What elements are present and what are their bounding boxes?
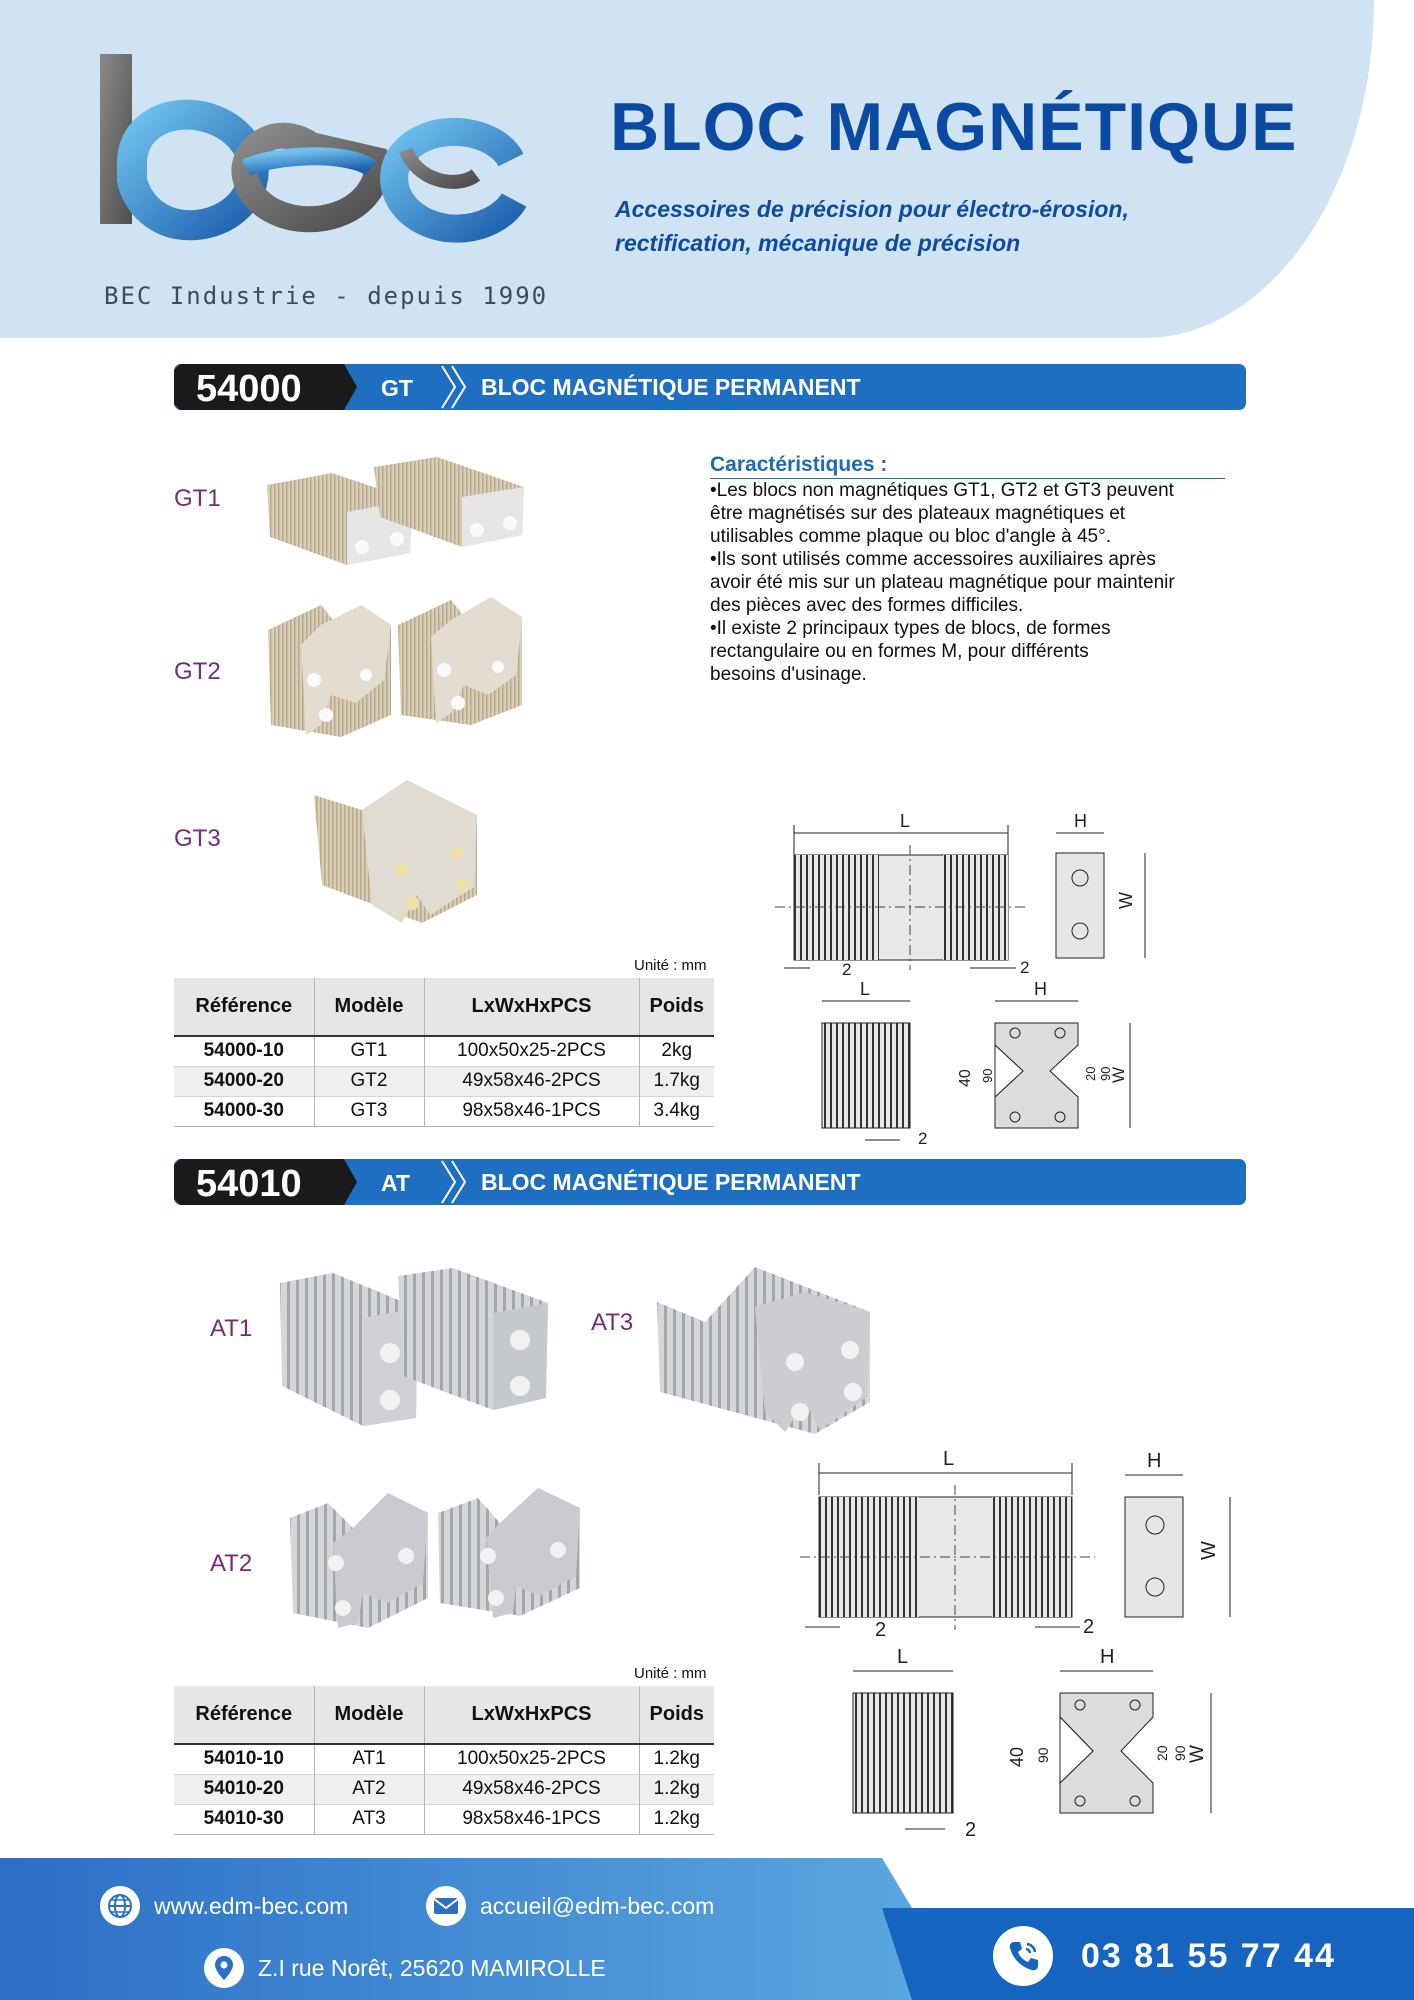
page-title: BLOC MAGNÉTIQUE	[610, 89, 1298, 165]
col-header-model: Modèle	[314, 978, 424, 1036]
dim-label-90: 90	[980, 1068, 995, 1083]
dim-label-l: L	[897, 1646, 909, 1668]
table-row	[174, 1096, 714, 1126]
product-label-gt2: GT2	[174, 658, 221, 685]
cell-model: GT2	[314, 1066, 424, 1096]
table-row	[174, 1744, 714, 1774]
spec-table-54000	[174, 978, 714, 1127]
email-text: accueil@edm-bec.com	[480, 1892, 715, 1919]
table-row	[174, 1066, 714, 1096]
dim-label-90: 90	[1035, 1747, 1051, 1763]
col-header-model: Modèle	[314, 1686, 424, 1744]
dim-label-l: L	[860, 979, 871, 999]
spec-table-54010	[174, 1686, 714, 1835]
characteristics-line: •Les blocs non magnétiques GT1, GT2 et GT3 peuvent	[710, 480, 1174, 501]
characteristics-line: des pièces avec des formes difficiles.	[710, 595, 1024, 616]
footer-phone[interactable]	[993, 1926, 1336, 1986]
col-header-dimensions: LxWxHxPCS	[424, 1686, 639, 1744]
product-label-gt1: GT1	[174, 485, 221, 512]
col-header-weight: Poids	[639, 978, 714, 1036]
dim-label-h: H	[1074, 811, 1087, 831]
characteristics-line: •Il existe 2 principaux types de blocs, de formes	[710, 618, 1111, 639]
cell-weight: 1.2kg	[639, 1774, 714, 1804]
characteristics-line: être magnétisés sur des plateaux magnétiques et	[710, 503, 1126, 524]
mail-icon	[426, 1886, 466, 1926]
page-subtitle	[615, 192, 1129, 260]
logo-tagline: BEC Industrie - depuis 1990	[104, 282, 549, 310]
cell-dimensions: 98x58x46-1PCS	[424, 1096, 639, 1126]
table-row	[174, 1774, 714, 1804]
dim-label-h: H	[1100, 1646, 1115, 1668]
dim-label-20: 20	[1154, 1745, 1170, 1761]
cell-dimensions: 98x58x46-1PCS	[424, 1804, 639, 1834]
footer-address	[204, 1948, 606, 1988]
col-header-reference: Référence	[174, 978, 314, 1036]
product-image-gt3	[312, 775, 482, 925]
subtitle-line-2: rectification, mécanique de précision	[615, 230, 1021, 256]
dim-label-gap: 2	[842, 960, 852, 979]
cell-model: AT3	[314, 1804, 424, 1834]
dim-label-h: H	[1034, 979, 1047, 999]
characteristics-block	[710, 453, 1270, 686]
cell-weight: 1.2kg	[639, 1744, 714, 1774]
section-bar-54000	[174, 364, 1246, 410]
product-label-at2: AT2	[210, 1550, 253, 1577]
phone-icon	[993, 1926, 1053, 1986]
product-image-gt2	[266, 585, 526, 740]
cell-model: AT1	[314, 1744, 424, 1774]
phone-text: 03 81 55 77 44	[1081, 1936, 1336, 1975]
section-title: BLOC MAGNÉTIQUE PERMANENT	[481, 374, 861, 400]
cell-weight: 1.7kg	[639, 1066, 714, 1096]
product-label-gt3: GT3	[174, 825, 221, 852]
dim-label-w: W	[1187, 1745, 1208, 1763]
dim-label-40: 40	[1007, 1746, 1027, 1767]
section-series: AT	[381, 1170, 410, 1196]
unit-label: Unité : mm	[634, 957, 707, 974]
dim-label-20: 20	[1083, 1066, 1098, 1081]
unit-label: Unité : mm	[634, 1665, 707, 1682]
footer-website[interactable]	[100, 1886, 348, 1926]
dim-label-gap: 2	[1020, 958, 1030, 977]
product-image-at1	[278, 1268, 548, 1428]
col-header-weight: Poids	[639, 1686, 714, 1744]
dim-label-90: 90	[1098, 1066, 1113, 1081]
dim-label-gap: 2	[965, 1819, 977, 1841]
section-bar-54010	[174, 1159, 1246, 1205]
dim-label-gap: 2	[875, 1619, 887, 1641]
product-label-at3: AT3	[591, 1309, 634, 1336]
address-text: Z.I rue Norêt, 25620 MAMIROLLE	[258, 1954, 606, 1981]
cell-weight: 3.4kg	[639, 1096, 714, 1126]
section-code: 54000	[196, 368, 302, 410]
characteristics-line: utilisables comme plaque ou bloc d'angle à 45°.	[710, 526, 1111, 547]
subtitle-line-1: Accessoires de précision pour électro-érosion,	[615, 196, 1129, 222]
characteristics-line: •Ils sont utilisés comme accessoires auxiliaires après	[710, 549, 1156, 570]
cell-model: AT2	[314, 1774, 424, 1804]
product-image-gt1	[262, 455, 532, 575]
section-title: BLOC MAGNÉTIQUE PERMANENT	[481, 1169, 861, 1195]
cell-weight: 2kg	[639, 1036, 714, 1066]
dim-label-gap: 2	[918, 1129, 928, 1148]
product-image-at2	[288, 1488, 588, 1633]
product-image-at3	[655, 1262, 875, 1437]
footer-email[interactable]	[426, 1886, 714, 1926]
table-row	[174, 1804, 714, 1834]
footer	[0, 1858, 1414, 2000]
table-row	[174, 1036, 714, 1066]
cell-reference: 54010-30	[174, 1804, 314, 1834]
cell-reference: 54010-20	[174, 1774, 314, 1804]
characteristics-line: besoins d'usinage.	[710, 664, 867, 685]
cell-reference: 54010-10	[174, 1744, 314, 1774]
dim-label-90: 90	[1172, 1745, 1188, 1761]
dim-label-w: W	[1116, 892, 1136, 909]
cell-weight: 1.2kg	[639, 1804, 714, 1834]
dim-label-gap: 2	[1083, 1616, 1095, 1638]
technical-drawing-54000	[770, 805, 1170, 1155]
globe-icon	[100, 1886, 140, 1926]
cell-reference: 54000-20	[174, 1066, 314, 1096]
website-text: www.edm-bec.com	[154, 1892, 349, 1919]
dim-label-l: L	[943, 1448, 955, 1470]
cell-reference: 54000-30	[174, 1096, 314, 1126]
product-label-at1: AT1	[210, 1315, 253, 1342]
dim-label-40: 40	[957, 1069, 974, 1087]
cell-dimensions: 49x58x46-2PCS	[424, 1066, 639, 1096]
cell-model: GT1	[314, 1036, 424, 1066]
cell-model: GT3	[314, 1096, 424, 1126]
characteristics-title: Caractéristiques :	[710, 453, 1225, 479]
col-header-dimensions: LxWxHxPCS	[424, 978, 639, 1036]
location-pin-icon	[204, 1948, 244, 1988]
cell-dimensions: 100x50x25-2PCS	[424, 1036, 639, 1066]
dim-label-w: W	[1109, 1066, 1128, 1083]
cell-dimensions: 100x50x25-2PCS	[424, 1744, 639, 1774]
dim-label-w: W	[1198, 1541, 1220, 1560]
cell-reference: 54000-10	[174, 1036, 314, 1066]
characteristics-line: rectangulaire ou en formes M, pour différents	[710, 641, 1089, 662]
cell-dimensions: 49x58x46-2PCS	[424, 1774, 639, 1804]
bec-logo	[96, 50, 526, 320]
section-code: 54010	[196, 1163, 302, 1205]
dim-label-l: L	[900, 811, 911, 831]
col-header-reference: Référence	[174, 1686, 314, 1744]
technical-drawing-54010	[795, 1445, 1245, 1845]
section-series: GT	[381, 375, 413, 401]
characteristics-line: avoir été mis sur un plateau magnétique pour maintenir	[710, 572, 1175, 593]
dim-label-h: H	[1147, 1450, 1162, 1472]
